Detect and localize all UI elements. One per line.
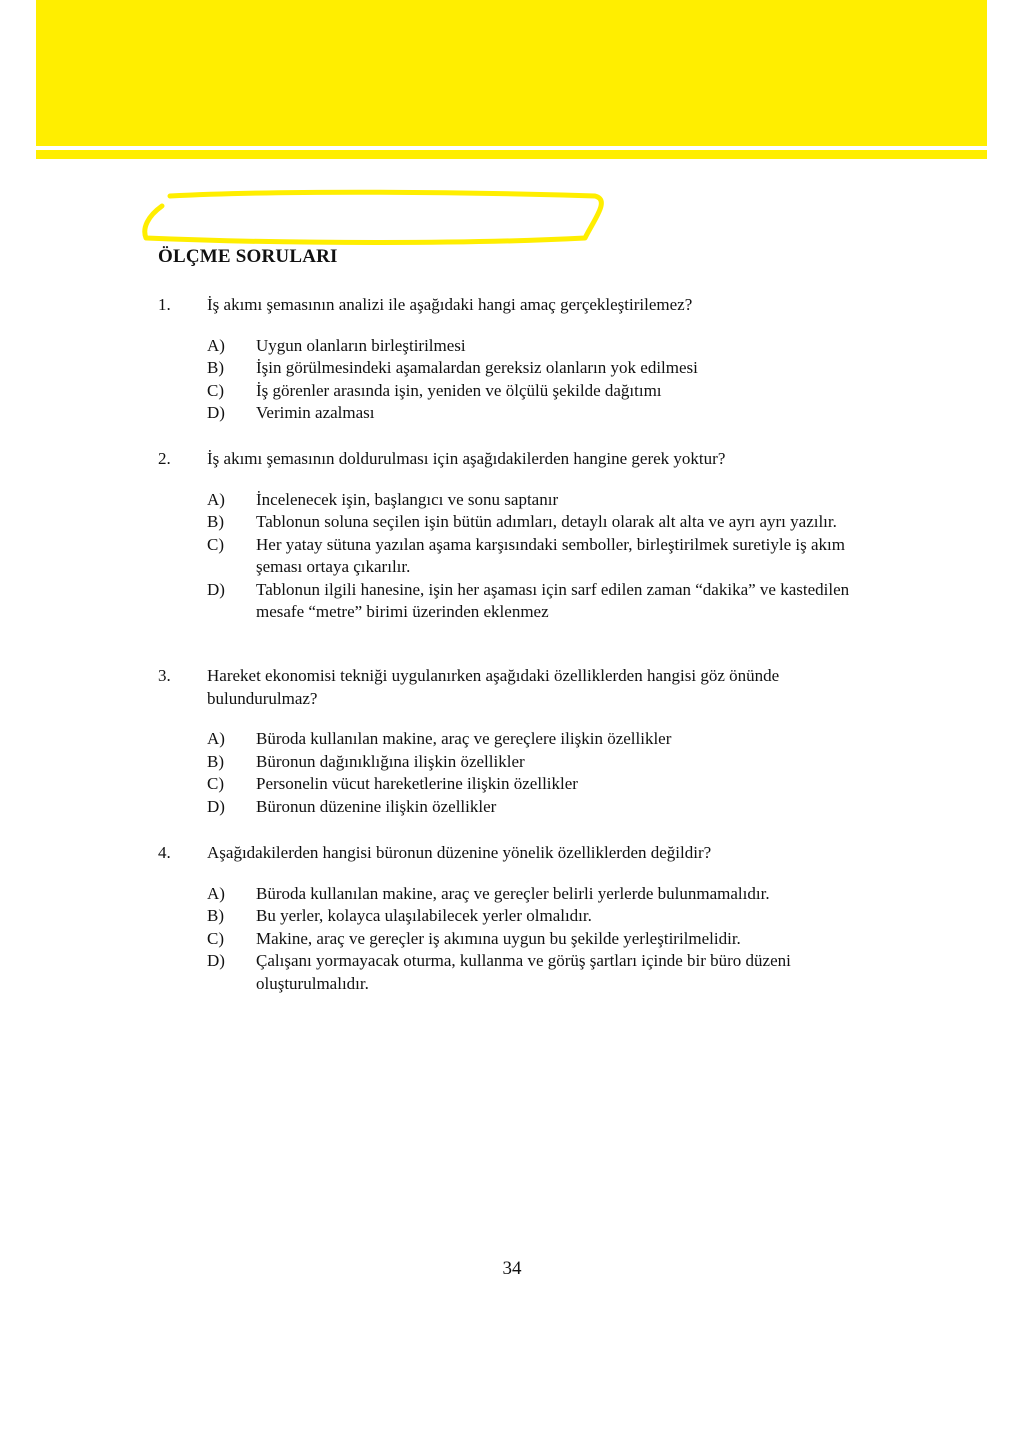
question-number: 2. — [158, 449, 171, 468]
option-letter: B) — [207, 512, 224, 531]
header-yellow-band — [36, 0, 987, 146]
question-3 — [158, 665, 858, 818]
page-number: 34 — [502, 1258, 522, 1279]
option-b — [207, 905, 858, 928]
option-letter: A) — [207, 883, 225, 903]
highlight-brush-stroke — [140, 188, 606, 248]
option-letter: C) — [207, 534, 224, 554]
option-text: İş görenler arasında işin, yeniden ve ölçülü şekilde dağıtımı — [256, 380, 662, 400]
question-4 — [158, 842, 858, 995]
option-text: Uygun olanların birleştirilmesi — [256, 335, 466, 355]
option-letter: D) — [207, 579, 225, 599]
option-b — [207, 357, 858, 380]
option-a — [207, 883, 858, 906]
option-list — [158, 883, 858, 996]
section-title: ÖLÇME SORULARI — [158, 246, 338, 267]
option-text: Tablonun ilgili hanesine, işin her aşaması için sarf edilen zaman “dakika” ve kastedilen mesafe “metre” birimi üzerinden eklenmez — [256, 579, 850, 621]
option-letter: C) — [207, 380, 224, 400]
option-text: İşin görülmesindeki aşamalardan gereksiz olanların yok edilmesi — [256, 358, 698, 377]
option-c — [207, 928, 858, 951]
header-yellow-rule — [36, 150, 987, 159]
option-letter: B) — [207, 358, 224, 377]
option-text: İncelenecek işin, başlangıcı ve sonu saptanır — [256, 489, 559, 509]
option-text: Personelin vücut hareketlerine ilişkin özellikler — [256, 774, 578, 793]
question-text: İş akımı şemasının analizi ile aşağıdaki hangi amaç gerçekleştirilemez? — [207, 295, 693, 314]
option-text: Verimin azalması — [256, 403, 375, 422]
option-text: Büronun dağınıklığına ilişkin özellikler — [256, 751, 525, 771]
option-a — [207, 335, 858, 358]
option-text: Büroda kullanılan makine, araç ve gereçler belirli yerlerde bulunmamalıdır. — [256, 883, 770, 903]
option-d — [207, 950, 858, 995]
option-letter: A) — [207, 489, 225, 509]
option-letter: A) — [207, 335, 225, 355]
option-text: Büroda kullanılan makine, araç ve gereçlere ilişkin özellikler — [256, 729, 672, 748]
option-text: Bu yerler, kolayca ulaşılabilecek yerler olmalıdır. — [256, 906, 592, 925]
option-text: Her yatay sütuna yazılan aşama karşısındaki semboller, birleştirilmek suretiyle iş akım şeması ortaya çıkarılır. — [256, 534, 845, 576]
option-text: Çalışanı yormayacak oturma, kullanma ve görüş şartları içinde bir büro düzeni oluşturulmalıdır. — [256, 951, 791, 993]
question-number: 4. — [158, 843, 171, 862]
option-d — [207, 796, 858, 819]
question-text: İş akımı şemasının doldurulması için aşağıdakilerden hangine gerek yoktur? — [207, 449, 726, 468]
question-text: Hareket ekonomisi tekniği uygulanırken aşağıdaki özelliklerden hangisi göz önünde bulundurulmaz? — [207, 666, 780, 708]
option-letter: B) — [207, 906, 224, 925]
option-d — [207, 402, 858, 425]
option-list — [158, 728, 858, 818]
option-list — [158, 335, 858, 425]
option-letter: C) — [207, 928, 224, 948]
option-text: Tablonun soluna seçilen işin bütün adımları, detaylı olarak alt alta ve ayrı ayrı yazılır. — [256, 512, 837, 531]
option-letter: C) — [207, 774, 224, 793]
option-letter: A) — [207, 729, 225, 748]
option-list — [158, 489, 858, 624]
question-number: 1. — [158, 295, 171, 314]
option-b — [207, 751, 858, 774]
question-1 — [158, 294, 858, 425]
option-c — [207, 380, 858, 403]
option-text: Büronun düzenine ilişkin özellikler — [256, 796, 497, 816]
question-2 — [158, 448, 858, 624]
option-c — [207, 534, 858, 579]
question-text: Aşağıdakilerden hangisi büronun düzenine yönelik özelliklerden değildir? — [207, 843, 712, 862]
option-a — [207, 489, 858, 512]
option-letter: D) — [207, 403, 225, 422]
option-a — [207, 728, 858, 751]
option-letter: B) — [207, 751, 224, 771]
question-number: 3. — [158, 666, 171, 685]
option-letter: D) — [207, 796, 225, 816]
option-c — [207, 773, 858, 796]
option-letter: D) — [207, 951, 225, 970]
option-text: Makine, araç ve gereçler iş akımına uygun bu şekilde yerleştirilmelidir. — [256, 928, 741, 948]
option-b — [207, 511, 858, 534]
option-d — [207, 579, 858, 624]
